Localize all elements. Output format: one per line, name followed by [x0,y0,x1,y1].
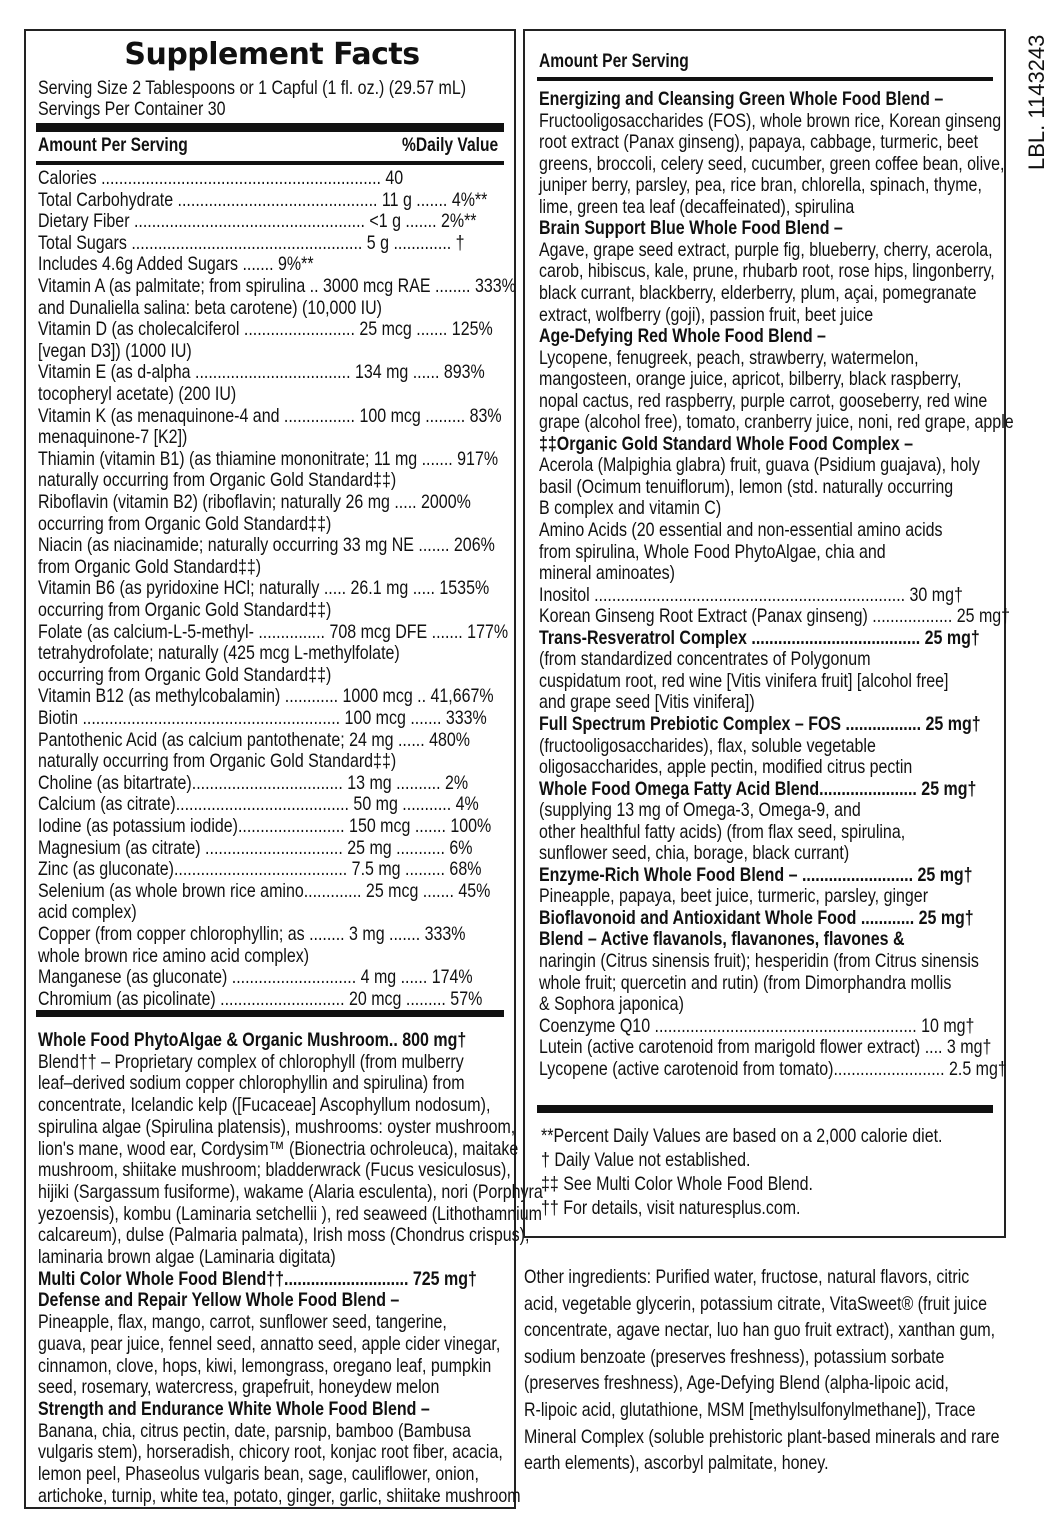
nutrient-row: whole brown rice amino acid complex) [38,944,310,967]
blend-row: calcareum), dulse (Palmaria palmata), Irish moss (Chondrus crispus), [38,1224,530,1247]
right-row: and grape seed [Vitis vinifera]) [539,691,755,714]
right-footer-divider [537,1105,993,1113]
nutrient-row: Total Carbohydrate ............................................. 11 g ....... 4%** [38,188,488,211]
right-row: from spirulina, Whole Food PhytoAlgae, chia and [539,540,886,563]
right-row: basil (Ocimum tenuiflorum), lemon (std. naturally occurring [539,475,954,498]
nutrient-row: Magnesium (as citrate) ............................... 25 mg ........... 6% [38,836,473,859]
footnote: **Percent Daily Values are based on a 2,000 calorie diet. [541,1125,943,1147]
right-row: Age-Defying Red Whole Food Blend – [539,325,826,348]
amount-per-serving-header: Amount Per Serving [38,135,188,156]
blend-row: vulgaris stem), horseradish, chicory root, konjac root fiber, acacia, [38,1441,503,1464]
servings-per-container: Servings Per Container 30 [38,98,226,120]
right-row: Blend – Active flavanols, flavanones, flavones & [539,928,905,951]
nutrient-row: Calcium (as citrate)....................................... 50 mg ........... 4% [38,793,479,816]
nutrient-row: occurring from Organic Gold Standard‡‡) [38,663,332,686]
blend-row: artichoke, turnip, white tea, potato, ginger, garlic, shiitake mushroom [38,1484,521,1507]
thick-divider [36,123,504,132]
right-row: ‡‡Organic Gold Standard Whole Food Complex – [539,432,914,455]
right-row: Inositol ...................................................................... 30 mg† [539,583,963,606]
nutrient-row: Vitamin B6 (as pyridoxine HCl; naturally ..... 26.1 mg ..... 1535% [38,577,490,600]
right-row: Agave, grape seed extract, purple fig, blueberry, cherry, acerola, [539,238,993,261]
right-row: Whole Food Omega Fatty Acid Blend...................... 25 mg† [539,777,977,800]
right-row: lime, green tea leaf (decaffeinated), spirulina [539,195,855,218]
footnote: †† For details, visit naturesplus.com. [541,1197,801,1219]
right-row: grape (alcohol free), tomato, cranberry juice, noni, red grape, apple [539,411,1014,434]
nutrient-row: Copper (from copper chlorophyllin; as ........ 3 mg ....... 333% [38,923,466,945]
right-row: Fructooligosaccharides (FOS), whole brown rice, Korean ginseng [539,109,1002,132]
right-row: sunflower seed, chia, borage, black currant) [539,842,850,865]
right-row: Korean Ginseng Root Extract (Panax ginseng) .................. 25 mg† [539,605,1011,628]
right-row: Pineapple, papaya, beet juice, turmeric, parsley, ginger [539,885,929,908]
supplement-facts-panel [24,29,543,1509]
blend-row: guava, pear juice, fennel seed, annatto seed, apple cider vinegar, [38,1332,501,1355]
right-row: other healthful fatty acids) (from flax seed, spirulina, [539,820,906,843]
other-ingredients-line: earth elements), ascorbyl palmitate, honey. [524,1452,829,1475]
right-row: mineral aminoates) [539,562,675,585]
nutrient-row: and Dunaliella salina: beta carotene) (10,000 IU) [38,296,383,319]
nutrient-row: Total Sugars .................................................... 5 g ............. † [38,231,465,254]
serving-size: Serving Size 2 Tablespoons or 1 Capful (1 fl. oz.) (29.57 mL) [38,77,467,99]
daily-value-header: %Daily Value [402,135,499,156]
blend-row: Blend†† – Proprietary complex of chlorophyll (from mulberry [38,1050,464,1073]
right-row: Trans-Resveratrol Complex ...................................... 25 mg† [539,626,980,649]
footnote: † Daily Value not established. [541,1149,751,1171]
right-row: Energizing and Cleansing Green Whole Food Blend – [539,88,944,110]
other-ingredients-line: R-lipoic acid, glutathione, MSM [methylsulfonylmethane]), Trace [524,1399,976,1421]
nutrient-row: Vitamin B12 (as methylcobalamin) ............ 1000 mcg .. 41,667% [38,685,494,708]
right-row: Amino Acids (20 essential and non-essential amino acids [539,519,943,541]
right-row: whole fruit; quercetin and rutin) (from Dimorphandra mollis [539,971,952,994]
blend-row: yezoensis), kombu (Laminaria setchellii ), red seaweed (Lithothamnium [38,1202,542,1225]
blends-panel [523,29,1014,1238]
right-row: juniper berry, parsley, pea, rice bran, chlorella, spinach, thyme, [539,174,982,197]
right-row: (supplying 13 mg of Omega-3, Omega-9, and [539,799,861,822]
footnote: ‡‡ See Multi Color Whole Food Blend. [541,1173,813,1195]
nutrient-row: [vegan D3]) (1000 IU) [38,339,192,362]
blend-row: Whole Food PhytoAlgae & Organic Mushroom.. 800 mg† [38,1029,467,1051]
right-row: Full Spectrum Prebiotic Complex – FOS ................. 25 mg† [539,712,981,735]
right-row: Lycopene (active carotenoid from tomato)......................... 2.5 mg† [539,1057,1007,1080]
nutrient-row: Includes 4.6g Added Sugars ....... 9%** [38,253,314,276]
blend-row: Multi Color Whole Food Blend††............................ 725 mg† [38,1267,477,1290]
right-header-divider [537,77,993,81]
blend-row: seed, rosemary, watercress, grapefruit, honeydew melon [38,1376,440,1399]
blend-row: mushroom, shiitake mushroom; bladderwrack (Fucus vesiculosus), [38,1159,511,1182]
blend-row: Banana, chia, citrus pectin, date, parsnip, bamboo (Bambusa [38,1419,471,1442]
right-amount-header: Amount Per Serving [539,51,689,72]
right-row: Lutein (active carotenoid from marigold flower extract) .... 3 mg† [539,1036,992,1059]
right-row: black currant, blackberry, elderberry, plum, açai, pomegranate [539,281,977,304]
nutrient-row: Biotin .......................................................... 100 mcg ....... 333% [38,707,487,729]
right-row: & Sophora japonica) [539,993,684,1016]
right-row: Coenzyme Q10 ........................................................... 10 mg† [539,1014,975,1037]
nutrient-row: tetrahydrofolate; naturally (425 mcg L-methylfolate) [38,642,400,665]
nutrient-row: Niacin (as niacinamide; naturally occurring 33 mg NE ....... 206% [38,534,495,557]
blend-row: concentrate, Icelandic kelp ([Fucaceae] Ascophyllum nodosum), [38,1094,491,1117]
nutrient-row: Selenium (as whole brown rice amino............. 25 mcg ....... 45% [38,879,491,902]
right-row: mangosteen, orange juice, apricot, bilberry, black raspberry, [539,368,962,391]
nutrient-row: Zinc (as gluconate)....................................... 7.5 mg ......... 68% [38,858,482,881]
right-row: oligosaccharides, apple pectin, modified citrus pectin [539,756,913,779]
panel-title: Supplement Facts [124,37,420,72]
right-row: (fructooligosaccharides), flax, soluble vegetable [539,734,876,757]
nutrient-row: Chromium (as picolinate) ............................ 20 mcg ......... 57% [38,987,483,1010]
right-row: Enzyme-Rich Whole Food Blend – ......................... 25 mg† [539,863,973,886]
nutrient-row: Folate (as calcium-L-5-methyl- ............... 708 mcg DFE ....... 177% [38,620,509,643]
nutrient-row: Riboflavin (vitamin B2) (riboflavin; naturally 26 mg ..... 2000% [38,491,471,513]
nutrient-row: Dietary Fiber .................................................... <1 g ....... 2%** [38,210,477,233]
other-ingredients-line: Mineral Complex (soluble prehistoric plant-based minerals and rare [524,1425,1000,1448]
blend-row: lion's mane, wood ear, Cordysim™ (Bionectria ochroleuca), maitake [38,1137,519,1160]
blend-row: Pineapple, flax, mango, carrot, sunflower seed, tangerine, [38,1311,447,1334]
blend-divider [36,1010,504,1017]
right-row: root extract (Panax ginseng), papaya, cabbage, turmeric, beet [539,131,979,154]
nutrient-row: naturally occurring from Organic Gold Standard‡‡) [38,469,397,492]
nutrient-row: Vitamin E (as d-alpha ................................... 134 mg ...... 893% [38,361,485,384]
nutrient-row: from Organic Gold Standard‡‡) [38,555,262,578]
nutrient-row: Choline (as bitartrate).................................. 13 mg .......... 2% [38,771,469,794]
right-row: extract, wolfberry (goji), passion fruit, beet juice [539,303,874,326]
right-row: greens, broccoli, celery seed, cucumber, green coffee bean, olive, [539,152,1005,175]
blend-row: spirulina algae (Spirulina platensis), mushrooms: oyster mushroom, [38,1115,516,1138]
nutrient-row: Vitamin K (as menaquinone-4 and ................ 100 mcg ......... 83% [38,404,502,427]
right-row: Brain Support Blue Whole Food Blend – [539,217,843,240]
right-row: Lycopene, fenugreek, peach, strawberry, watermelon, [539,346,919,369]
right-row: nopal cactus, red raspberry, purple carrot, gooseberry, red wine [539,389,988,412]
nutrient-row: menaquinone-7 [K2]) [38,426,188,449]
nutrient-row: Vitamin A (as palmitate; from spirulina .. 3000 mcg RAE ........ 333% [38,275,516,297]
nutrient-row: Calories ............................................................... 40 [38,167,404,189]
nutrient-row: occurring from Organic Gold Standard‡‡) [38,599,332,621]
nutrient-row: acid complex) [38,901,137,924]
label-id: LBL. 1143243 [1024,34,1049,170]
nutrient-row: Iodine (as potassium iodide)........................ 150 mcg ....... 100% [38,815,492,837]
right-row: carob, hibiscus, kale, prune, rhubarb root, rose hips, lingonberry, [539,260,995,283]
blend-row: hijiki (Sargassum fusiforme), wakame (Alaria esculenta), nori (Porphyra [38,1180,543,1203]
right-row: (from standardized concentrates of Polygonum [539,648,871,671]
right-row: Bioflavonoid and Antioxidant Whole Food ............ 25 mg† [539,906,974,929]
other-ingredients-line: sodium benzoate (preserves freshness), potassium sorbate [524,1345,945,1368]
other-ingredients-line: Other ingredients: Purified water, fructose, natural flavors, citric [524,1266,970,1288]
nutrient-row: Vitamin D (as cholecalciferol ......................... 25 mcg ....... 125% [38,318,493,341]
blend-row: Strength and Endurance White Whole Food Blend – [38,1397,430,1420]
nutrient-row: occurring from Organic Gold Standard‡‡) [38,512,332,535]
right-row: B complex and vitamin C) [539,497,722,520]
blend-row: leaf–derived sodium copper chlorophyllin and spirulina) from [38,1072,465,1095]
right-row: naringin (Citrus sinensis fruit); hesperidin (from Citrus sinensis [539,950,979,972]
blend-row: Defense and Repair Yellow Whole Food Blend – [38,1289,400,1312]
right-row: cuspidatum root, red wine [Vitis vinifera fruit] [alcohol free] [539,669,949,692]
other-ingredients-line: (preserves freshness), Age-Defying Blend (alpha-lipoic acid, [524,1372,949,1395]
header-divider [36,161,504,165]
nutrient-row: Pantothenic Acid (as calcium pantothenate; 24 mg ...... 480% [38,728,470,751]
other-ingredients-line: acid, vegetable glycerin, potassium citrate, VitaSweet® (fruit juice [524,1292,987,1315]
nutrient-row: Thiamin (vitamin B1) (as thiamine mononitrate; 11 mg ....... 917% [38,447,499,470]
blend-row: cinnamon, clove, hops, kiwi, lemongrass, oregano leaf, pumpkin [38,1354,492,1377]
nutrient-row: naturally occurring from Organic Gold Standard‡‡) [38,750,397,773]
nutrient-row: tocopheryl acetate) (200 IU) [38,383,237,405]
blend-row: laminaria brown algae (Laminaria digitata) [38,1246,336,1268]
nutrient-row: Manganese (as gluconate) ............................ 4 mg ...... 174% [38,966,473,989]
other-ingredients-line: concentrate, agave nectar, luo han guo fruit extract), xanthan gum, [524,1319,996,1342]
right-row: Acerola (Malpighia glabra) fruit, guava (Psidium guajava), holy [539,454,980,477]
blend-row: lemon peel, Phaseolus vulgaris bean, sage, cauliflower, onion, [38,1463,479,1485]
